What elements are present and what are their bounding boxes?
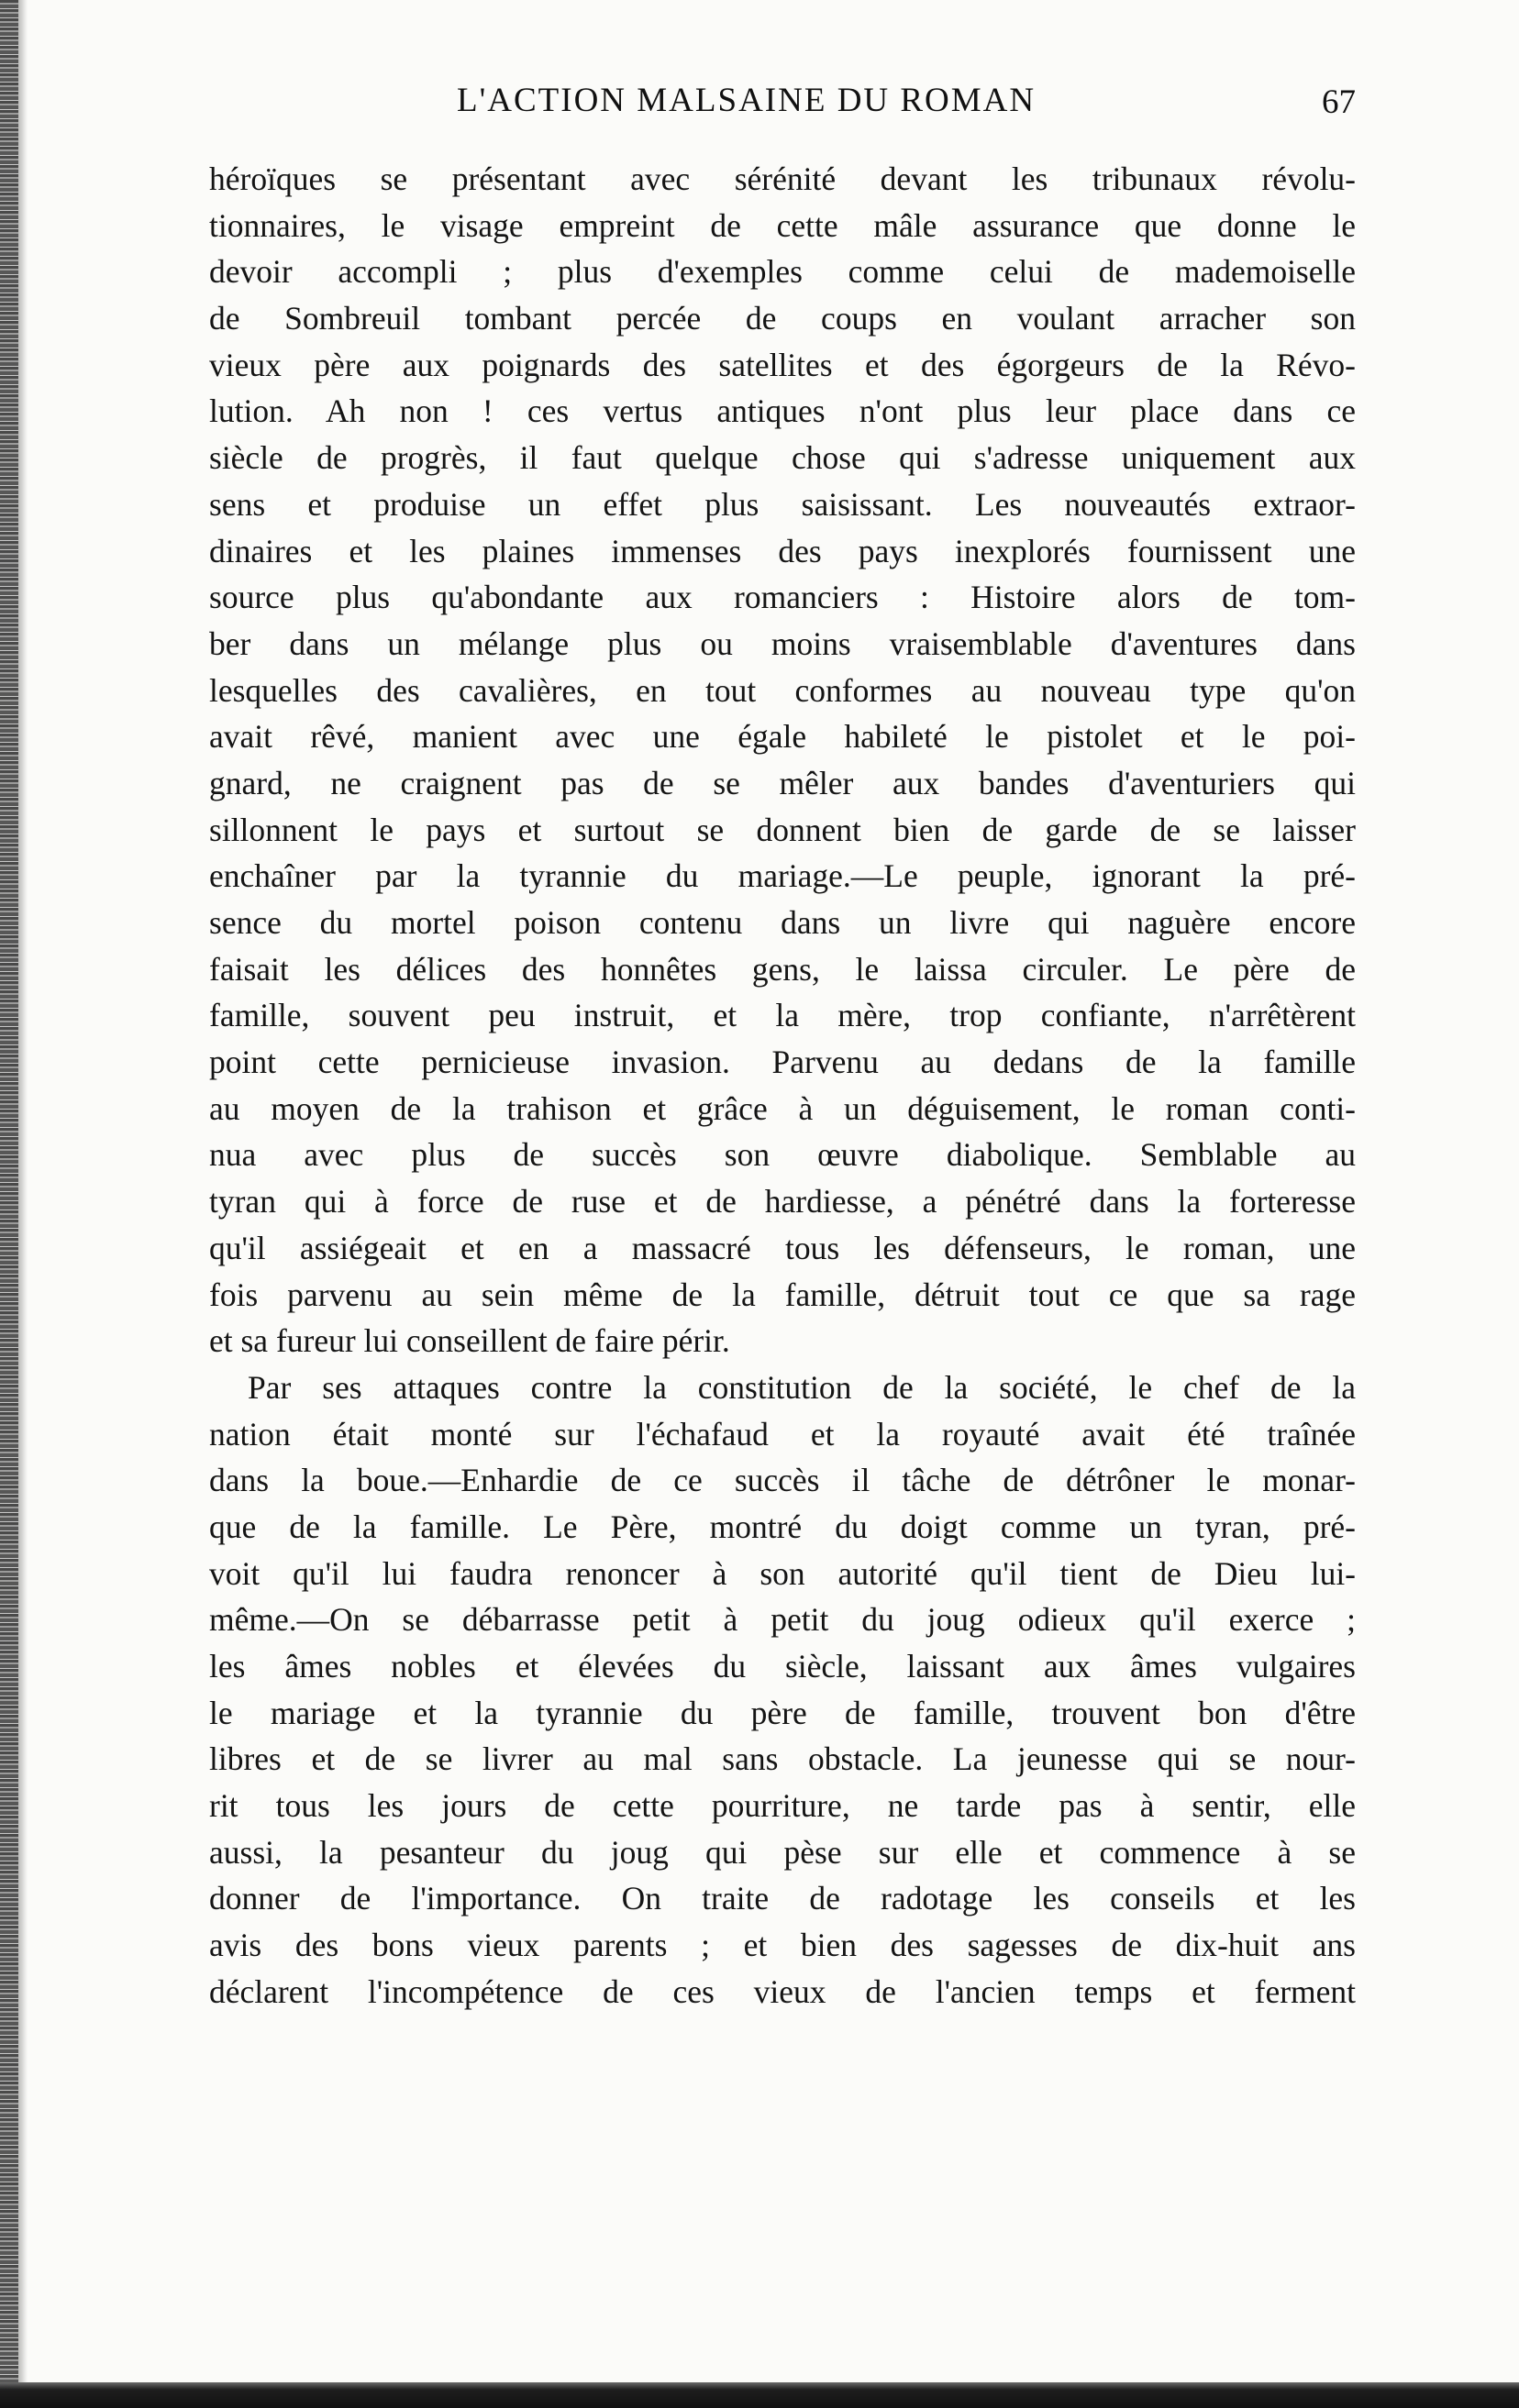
- text-line: déclarent l'incompétence de ces vieux de l'ancien temps et ferment: [209, 1972, 1356, 2010]
- text-line: avis des bons vieux parents ; et bien des sagesses de dix-huit ans: [209, 1927, 1356, 1964]
- text-line: rit tous les jours de cette pourriture, ne tarde pas à sentir, elle: [209, 1787, 1356, 1825]
- text-line: tionnaires, le visage empreint de cette mâle assurance que donne le: [209, 206, 1356, 244]
- text-line: sillonnent le pays et surtout se donnent bien de garde de se laisser: [209, 811, 1356, 848]
- text-line: nua avec plus de succès son œuvre diabolique. Semblable au: [209, 1136, 1356, 1174]
- text-line: aussi, la pesanteur du joug qui pèse sur elle et commence à se: [209, 1833, 1356, 1871]
- text-line: enchaîner par la tyrannie du mariage.—Le peuple, ignorant la pré-: [209, 857, 1356, 895]
- text-line: les âmes nobles et élevées du siècle, laissant aux âmes vulgaires: [209, 1648, 1356, 1684]
- paragraph-1: [209, 156, 1356, 1364]
- text-line: que de la famille. Le Père, montré du doigt comme un tyran, pré-: [209, 1508, 1356, 1545]
- text-line: nation était monté sur l'échafaud et la royauté avait été traînée: [209, 1415, 1356, 1453]
- text-line: devoir accompli ; plus d'exemples comme celui de mademoiselle: [209, 253, 1356, 291]
- text-line: Par ses attaques contre la constitution de la société, le chef de la: [248, 1368, 1356, 1406]
- page-number: 67: [1322, 83, 1356, 121]
- text-line: point cette pernicieuse invasion. Parvenu au dedans de la famille: [209, 1044, 1356, 1081]
- text-line: avait rêvé, manient avec une égale habileté le pistolet et le poi-: [209, 718, 1356, 756]
- text-line: ber dans un mélange plus ou moins vraisemblable d'aventures dans: [209, 624, 1356, 662]
- text-line: dinaires et les plaines immenses des pays inexplorés fournissent une: [209, 532, 1356, 569]
- text-line: voit qu'il lui faudra renoncer à son autorité qu'il tient de Dieu lui-: [209, 1554, 1356, 1592]
- body-text: [209, 156, 1356, 2016]
- text-line: de Sombreuil tombant percée de coups en voulant arracher son: [209, 300, 1356, 337]
- paragraph-2: [209, 1364, 1356, 2016]
- text-line: donner de l'importance. On traite de radotage les conseils et les: [209, 1880, 1356, 1917]
- text-line: tyran qui à force de ruse et de hardiesse, a pénétré dans la forteresse: [209, 1183, 1356, 1221]
- text-line: sence du mortel poison contenu dans un livre qui naguère encore: [209, 904, 1356, 941]
- running-title: L'ACTION MALSAINE DU ROMAN: [457, 82, 1037, 119]
- text-line: siècle de progrès, il faut quelque chose qui s'adresse uniquement aux: [209, 439, 1356, 477]
- text-line: lution. Ah non ! ces vertus antiques n'ont plus leur place dans ce: [209, 392, 1356, 430]
- text-line: sens et produise un effet plus saisissant. Les nouveautés extraor-: [209, 485, 1356, 523]
- text-line: le mariage et la tyrannie du père de famille, trouvent bon d'être: [209, 1694, 1356, 1731]
- text-line: même.—On se débarrasse petit à petit du joug odieux qu'il exerce ;: [209, 1601, 1356, 1639]
- scan-bottom-edge: [0, 2382, 1519, 2408]
- text-line: et sa fureur lui conseillent de faire périr.: [209, 1322, 730, 1360]
- text-line: libres et de se livrer au mal sans obstacle. La jeunesse qui se nour-: [209, 1740, 1356, 1778]
- text-line: famille, souvent peu instruit, et la mère, trop confiante, n'arrêtèrent: [209, 997, 1356, 1034]
- binding-edge: [0, 0, 18, 2408]
- text-line: fois parvenu au sein même de la famille, détruit tout ce que sa rage: [209, 1276, 1356, 1313]
- text-line: gnard, ne craignent pas de se mêler aux bandes d'aventuriers qui: [209, 764, 1356, 801]
- binding-shadow: [18, 0, 28, 2408]
- text-line: lesquelles des cavalières, en tout conformes au nouveau type qu'on: [209, 671, 1356, 709]
- text-line: au moyen de la trahison et grâce à un déguisement, le roman conti-: [209, 1089, 1356, 1127]
- text-line: faisait les délices des honnêtes gens, le laissa circuler. Le père de: [209, 950, 1356, 988]
- text-line: source plus qu'abondante aux romanciers : Histoire alors de tom-: [209, 579, 1356, 616]
- page-header: [209, 81, 1356, 136]
- text-line: dans la boue.—Enhardie de ce succès il tâche de détrôner le monar-: [209, 1462, 1356, 1499]
- text-line: qu'il assiégeait et en a massacré tous les défenseurs, le roman, une: [209, 1229, 1356, 1266]
- text-line: héroïques se présentant avec sérénité devant les tribunaux révolu-: [209, 160, 1356, 197]
- text-line: vieux père aux poignards des satellites et des égorgeurs de la Révo-: [209, 346, 1356, 383]
